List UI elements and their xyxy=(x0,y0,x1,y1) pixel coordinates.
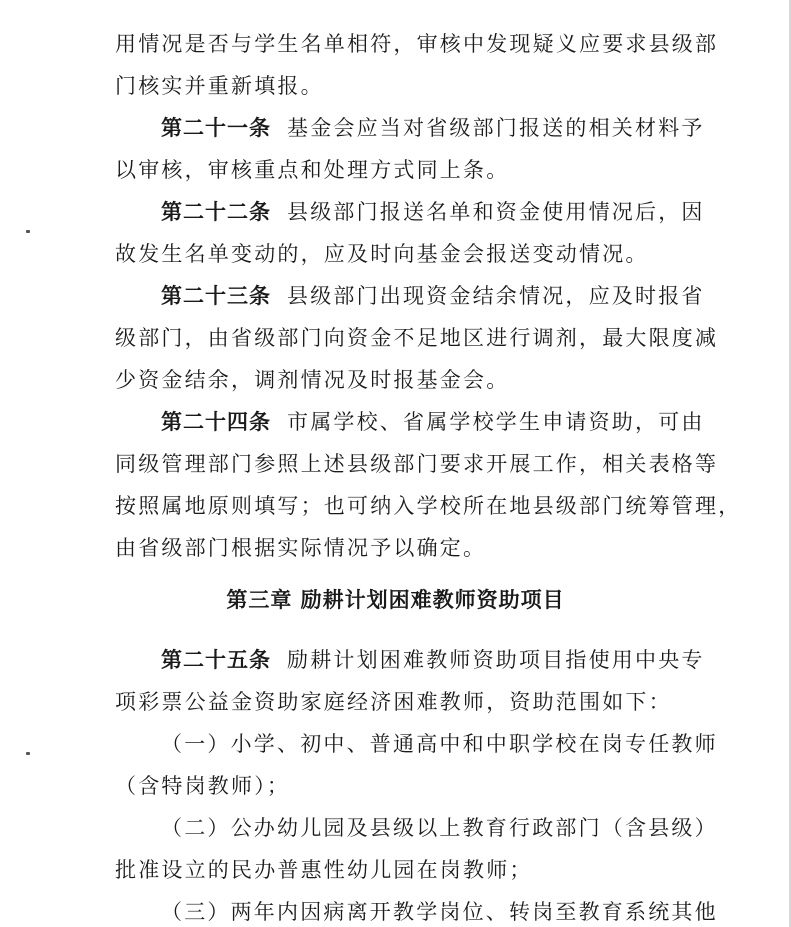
scan-mark xyxy=(26,752,30,755)
article-number: 第二十三条 xyxy=(161,283,271,308)
article-number: 第二十四条 xyxy=(161,409,271,434)
chapter-heading: 第三章 励耕计划困难教师资助项目 xyxy=(226,587,565,612)
text-line: 级部门，由省级部门向资金不足地区进行调剂，最大限度减 xyxy=(115,326,719,350)
list-item-line: 批准设立的民办普惠性幼儿园在岗教师； xyxy=(115,858,533,882)
text-span: 励耕计划困难教师资助项目指使用中央专 xyxy=(287,648,705,672)
text-line: 同级管理部门参照上述县级部门要求开展工作，相关表格等 xyxy=(115,452,719,476)
text-span: 县级部门报送名单和资金使用情况后，因 xyxy=(287,200,705,224)
text-line: 用情况是否与学生名单相符，审核中发现疑义应要求县级部 xyxy=(115,32,719,56)
text-span: 基金会应当对省级部门报送的相关材料予 xyxy=(287,116,705,140)
article-24-line-1 xyxy=(161,408,705,436)
text-line: 由省级部门根据实际情况予以确定。 xyxy=(115,536,487,560)
text-span: 县级部门出现资金结余情况，应及时报省 xyxy=(287,284,705,308)
list-item-line: （三）两年内因病离开教学岗位、转岗至教育系统其他 xyxy=(161,900,718,924)
text-line: 门核实并重新填报。 xyxy=(115,74,324,98)
text-line: 项彩票公益金资助家庭经济困难教师，资助范围如下： xyxy=(115,690,672,714)
article-number: 第二十五条 xyxy=(161,647,271,672)
text-span: 市属学校、省属学校学生申请资助，可由 xyxy=(287,410,705,434)
list-item-line: （一）小学、初中、普通高中和中职学校在岗专任教师 xyxy=(161,732,718,756)
list-item-line: （二）公办幼儿园及县级以上教育行政部门（含县级） xyxy=(161,816,718,840)
text-line: 以审核，审核重点和处理方式同上条。 xyxy=(115,158,510,182)
article-number: 第二十一条 xyxy=(161,115,271,140)
article-22-line-1 xyxy=(161,198,705,226)
article-23-line-1 xyxy=(161,282,705,310)
scan-mark xyxy=(26,230,30,233)
text-line: 少资金结余，调剂情况及时报基金会。 xyxy=(115,368,510,392)
text-line: 按照属地原则填写；也可纳入学校所在地县级部门统筹管理， xyxy=(115,494,742,518)
article-number: 第二十二条 xyxy=(161,199,271,224)
article-21-line-1 xyxy=(161,114,705,142)
list-item-line: （含特岗教师）； xyxy=(115,774,291,798)
article-25-line-1 xyxy=(161,646,705,674)
text-line: 故发生名单变动的，应及时向基金会报送变动情况。 xyxy=(115,242,649,266)
